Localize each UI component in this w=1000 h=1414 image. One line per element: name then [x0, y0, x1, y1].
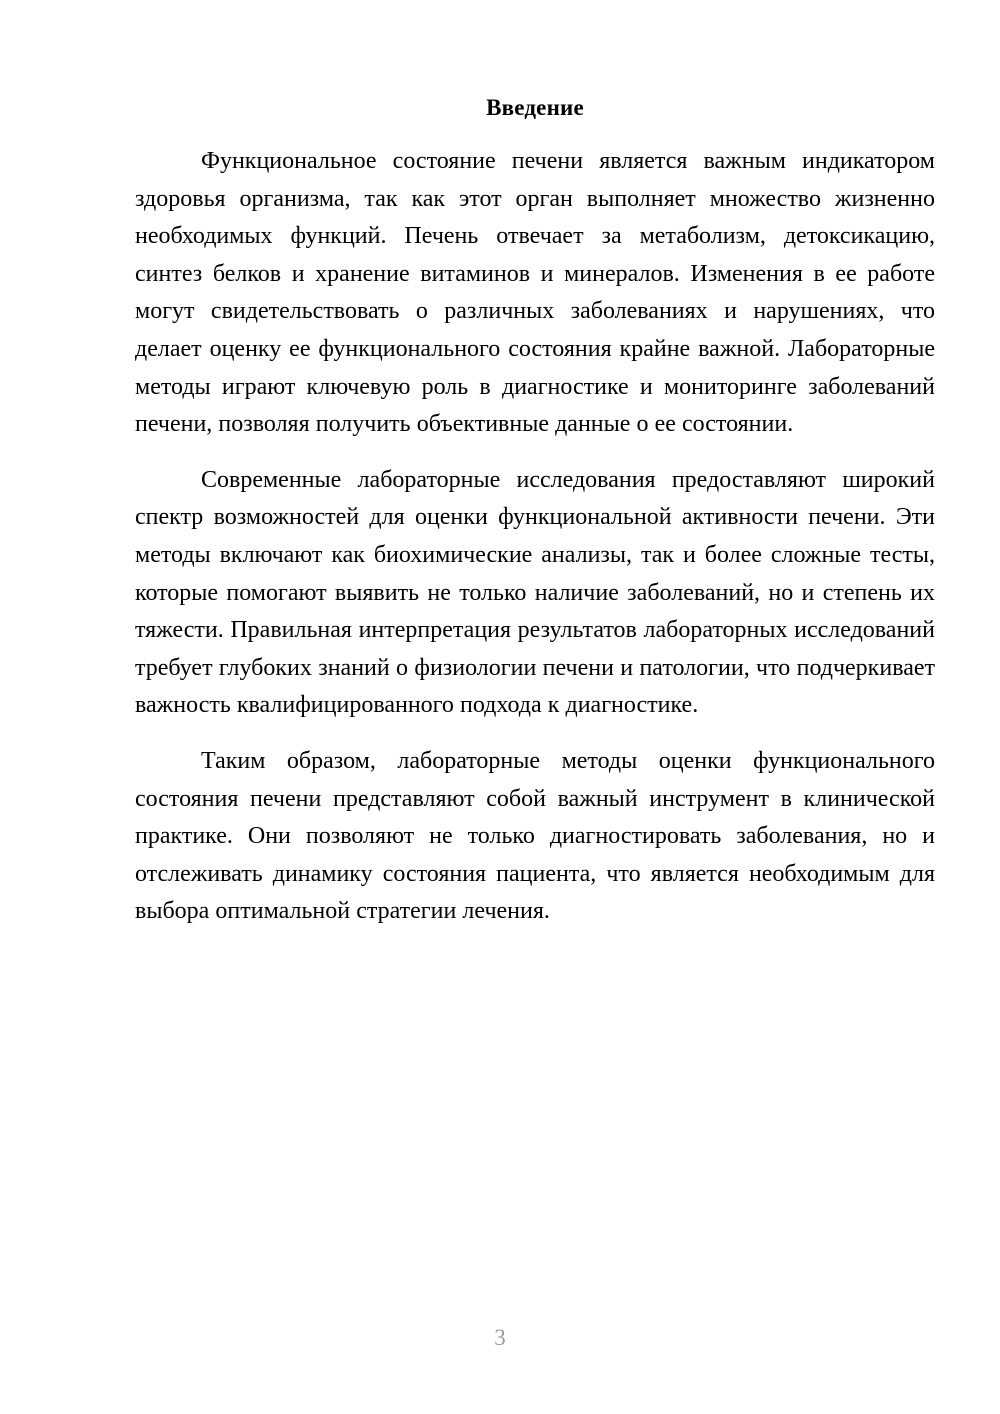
paragraph-2: Современные лабораторные исследования предоставляют широкий спектр возможностей для оценки функциональной активности печени. Эти методы включают как биохимические анализы, так и более сложные тесты, которые помогают выявить не только наличие заболеваний, но и степень их тяжести. Правильная интерпретация результатов лабораторных исследований требует глубоких знаний о физиологии печени и патологии, что подчеркивает важность квалифицированного подхода к диагностике.	[135, 466, 935, 719]
paragraph-1: Функциональное состояние печени является важным индикатором здоровья организма, так как этот орган выполняет множество жизненно необходимых функций. Печень отвечает за метаболизм, детоксикацию, синтез белков и хранение витаминов и минералов. Изменения в ее работе могут свидетельствовать о различных заболеваниях и нарушениях, что делает оценку ее функционального состояния крайне важной. Лабораторные методы играют ключевую роль в диагностике и мониторинге заболеваний печени, позволяя получить объективные данные о ее состоянии.	[135, 148, 935, 438]
page-number: 3	[494, 1325, 506, 1350]
page-title: Введение	[486, 95, 584, 120]
page-content	[135, 0, 935, 931]
body-text	[135, 143, 935, 931]
paragraph-3: Таким образом, лабораторные методы оценки функционального состояния печени представляют собой важный инструмент в клинической практике. Они позволяют не только диагностировать заболевания, но и отслеживать динамику состояния пациента, что является необходимым для выбора оптимальной стратегии лечения.	[135, 747, 935, 925]
